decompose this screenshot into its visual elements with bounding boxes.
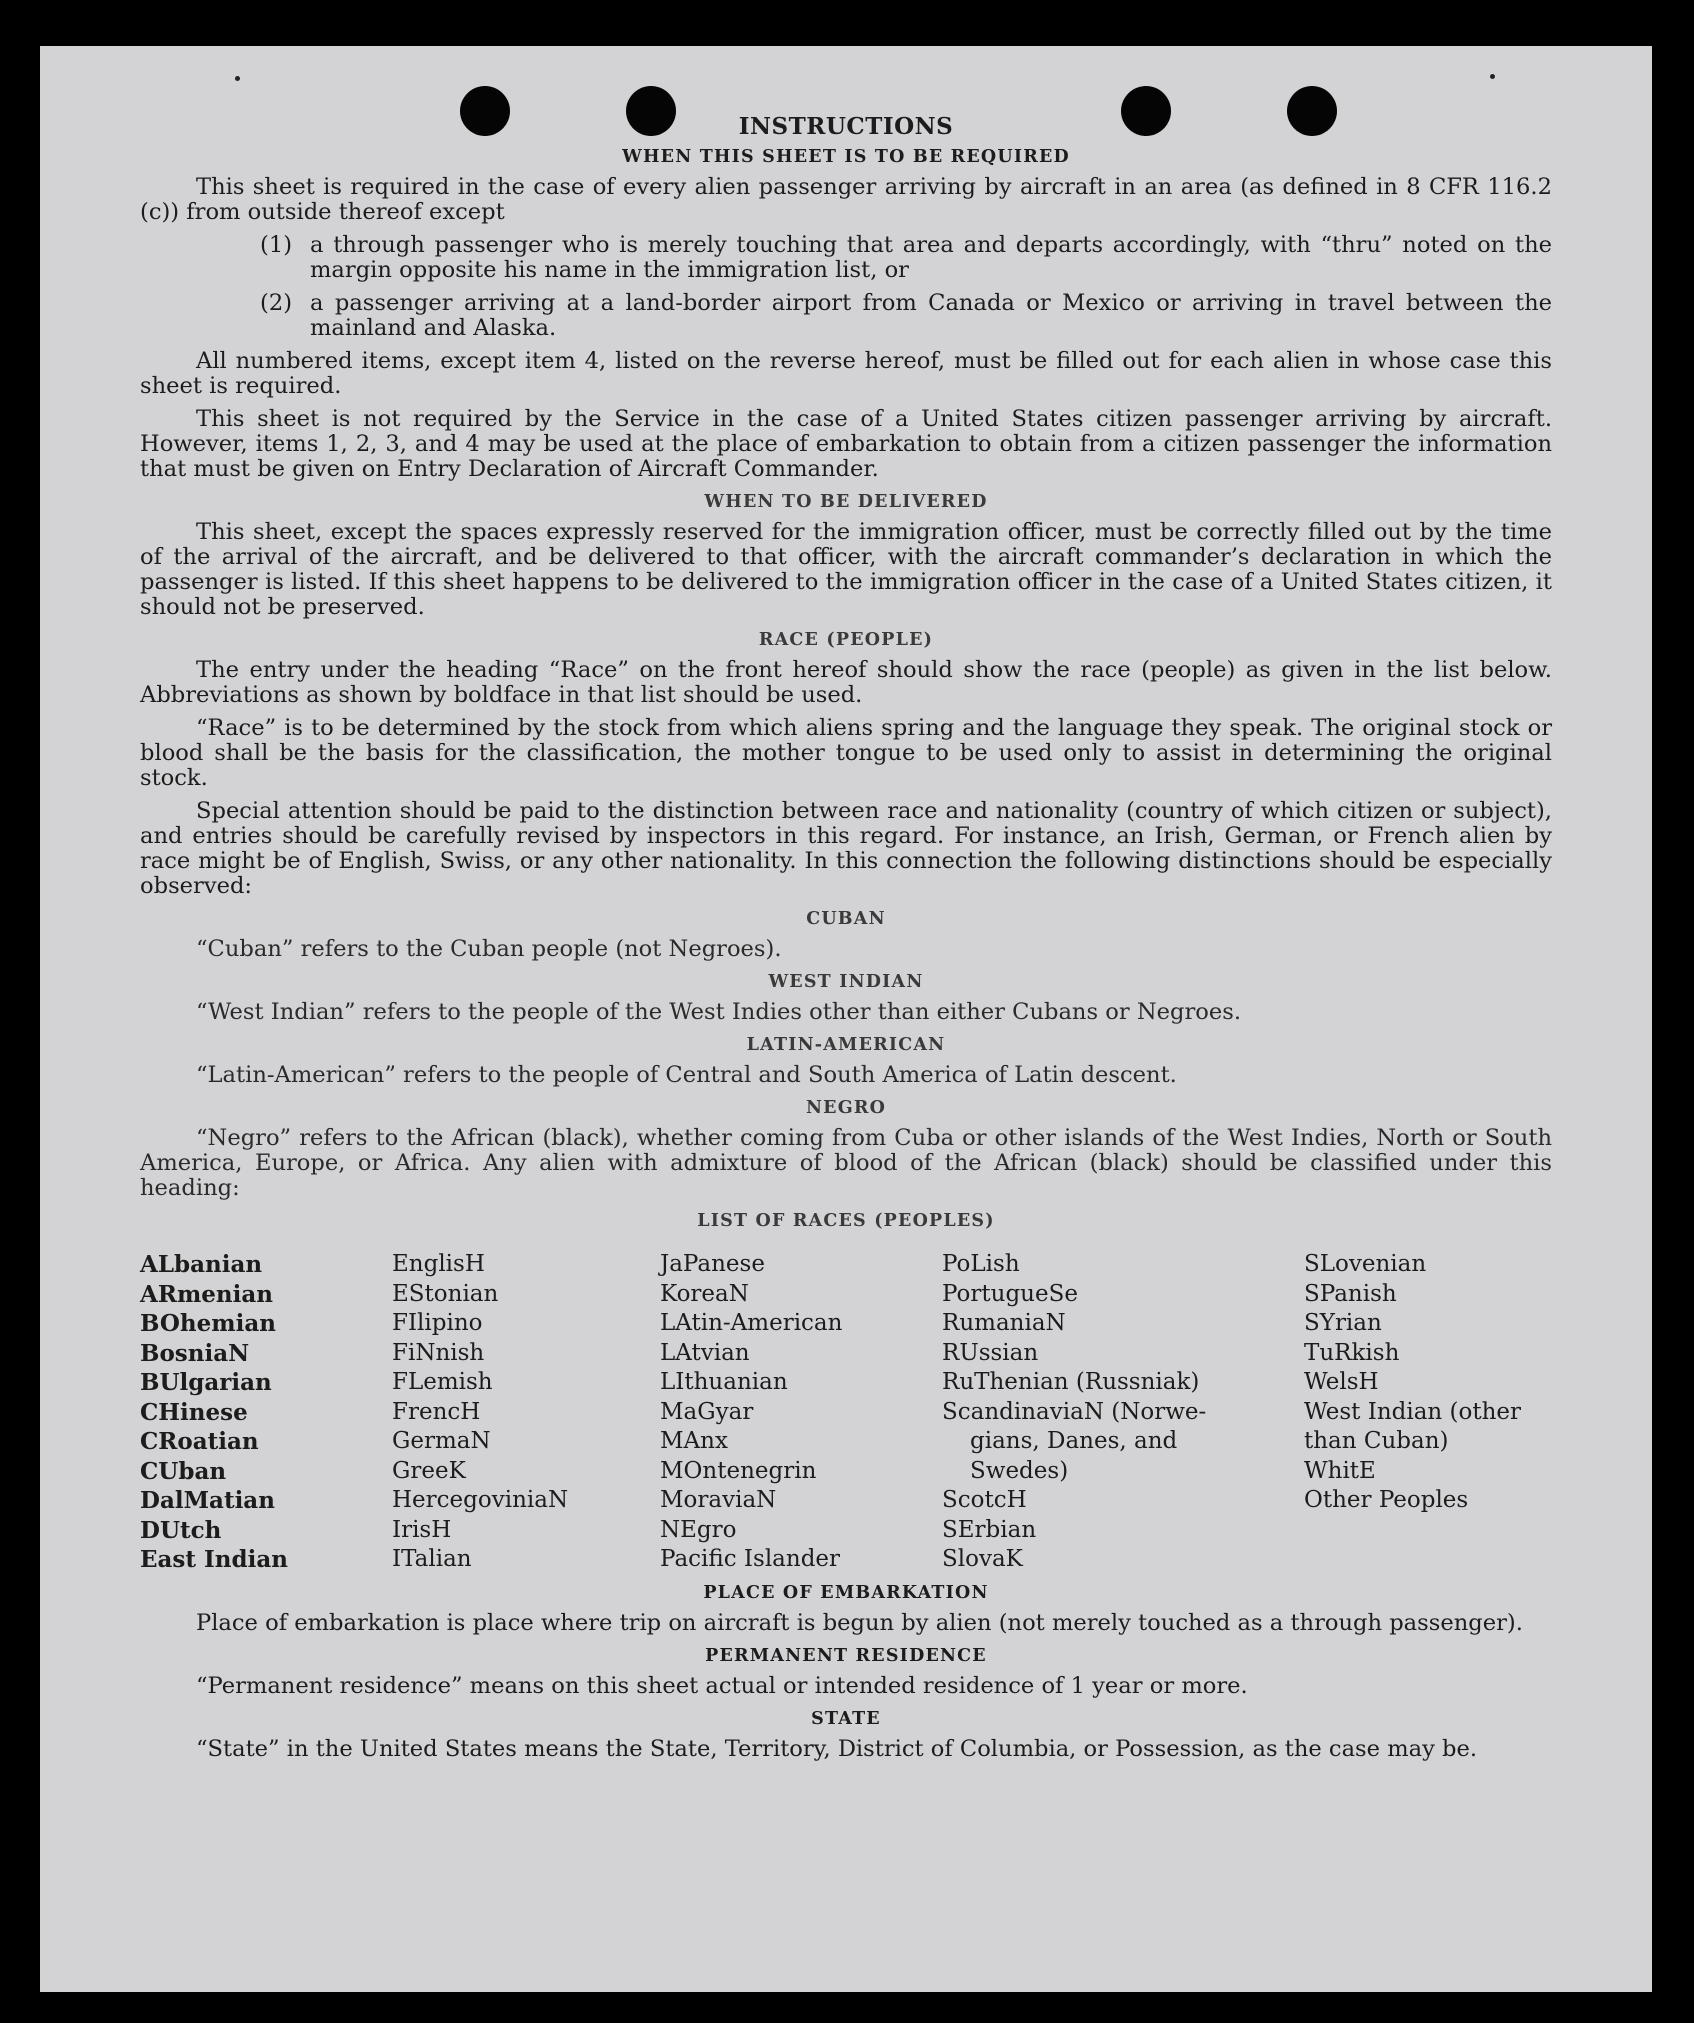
section-heading-west-indian: WEST INDIAN — [768, 972, 924, 992]
page-title: INSTRUCTIONS — [738, 113, 954, 140]
race-entry: gians, Danes, and — [970, 1428, 1178, 1454]
race-entry: LAtvian — [660, 1339, 750, 1366]
paragraph: The entry under the heading “Race” on the front hereof should show the race (people) as given in the list below. Abbreviations as shown by boldface in that list should be used. — [140, 657, 1552, 708]
race-entry: BUlgarian — [140, 1369, 272, 1396]
paragraph: This sheet is not required by the Service in the case of a United States citizen passenger arriving by aircraft. However, items 1, 2, 3, and 4 may be used at the place of embarkation to obtain from a citizen passenger the information that must be given on Entry Declaration of Aircraft Commander. — [140, 406, 1552, 482]
item-text: a through passenger who is merely touching that area and departs accordingly, with “thru” noted on the margin opposite his name in the immigration list, or — [310, 232, 1552, 283]
race-entry: RumaniaN — [942, 1310, 1066, 1336]
section-heading-latin-american: LATIN-AMERICAN — [746, 1035, 946, 1055]
race-entry: TuRkish — [1304, 1339, 1400, 1366]
section-heading-embarkation: PLACE OF EMBARKATION — [703, 1582, 989, 1603]
speck — [235, 76, 240, 81]
paragraph: “Race” is to be determined by the stock from which aliens spring and the language they speak. The original stock or blood shall be the basis for the classification, the mother tongue to be used only to assist in determining the original stock. — [140, 715, 1552, 791]
race-entry: ARmenian — [140, 1280, 274, 1308]
race-entry: SYrian — [1304, 1310, 1382, 1336]
race-entry: SLovenian — [1304, 1251, 1427, 1277]
race-entry: West Indian (other — [1304, 1398, 1522, 1425]
section-heading-cuban: CUBAN — [806, 909, 886, 929]
race-entry: LAtin-American — [660, 1310, 843, 1336]
speck — [1490, 74, 1495, 79]
item-number: (1) — [260, 232, 293, 258]
paragraph: This sheet is required in the case of every alien passenger arriving by aircraft in an area (as defined in 8 CFR 116.2 (c)) from outside thereof except — [140, 174, 1552, 225]
paragraph: Special attention should be paid to the distinction between race and nationality (country of which citizen or subject), and entries should be carefully revised by inspectors in this regard. For instance, an Irish, German, or French alien by race might be of English, Swiss, or any other nationality. In this connection the following distinctions should be especially observed: — [140, 798, 1552, 899]
list-item — [260, 233, 1552, 283]
race-entry: GermaN — [392, 1428, 491, 1454]
race-entry: IrisH — [392, 1516, 452, 1543]
races-column — [140, 1250, 392, 1575]
race-entry: SlovaK — [942, 1546, 1023, 1572]
race-entry: EnglisH — [392, 1251, 485, 1277]
race-entry: ScandinaviaN (Norwe- — [942, 1398, 1207, 1425]
races-column — [660, 1250, 942, 1575]
race-entry: MOntenegrin — [660, 1457, 817, 1484]
paragraph: All numbered items, except item 4, listed on the reverse hereof, must be filled out for each alien in whose case this sheet is required. — [140, 348, 1552, 399]
paragraph: “Permanent residence” means on this sheet actual or intended residence of 1 year or more. — [196, 1672, 1248, 1699]
race-entry: FrencH — [392, 1398, 481, 1425]
paragraph: “Cuban” refers to the Cuban people (not Negroes). — [196, 936, 782, 962]
races-column — [1304, 1250, 1552, 1575]
race-entry: WhitE — [1304, 1457, 1376, 1484]
races-column — [942, 1250, 1304, 1575]
race-entry: MaGyar — [660, 1398, 754, 1425]
races-list — [140, 1250, 1552, 1575]
race-entry: MoraviaN — [660, 1487, 777, 1513]
race-entry: CRoatian — [140, 1428, 259, 1455]
race-entry: FLemish — [392, 1369, 493, 1395]
paragraph: “State” in the United States means the State, Territory, District of Columbia, or Possession, as the case may be. — [196, 1735, 1478, 1762]
race-entry: PortugueSe — [942, 1280, 1078, 1307]
race-entry: LIthuanian — [660, 1369, 788, 1395]
section-heading-residence: PERMANENT RESIDENCE — [705, 1645, 987, 1666]
race-entry: Pacific Islander — [660, 1546, 841, 1572]
race-entry: ScotcH — [942, 1487, 1027, 1513]
race-entry: KoreaN — [660, 1280, 749, 1307]
race-entry: MAnx — [660, 1428, 728, 1454]
paragraph: Place of embarkation is place where trip on aircraft is begun by alien (not merely touched as a through passenger). — [196, 1609, 1523, 1636]
instructions-content — [140, 102, 1552, 1770]
race-entry: FiNnish — [392, 1339, 485, 1366]
race-entry: Other Peoples — [1304, 1487, 1469, 1513]
section-heading-required: WHEN THIS SHEET IS TO BE REQUIRED — [622, 147, 1070, 167]
paragraph: “Latin-American” refers to the people of Central and South America of Latin descent. — [196, 1062, 1177, 1088]
race-entry: Swedes) — [970, 1457, 1069, 1484]
race-entry: GreeK — [392, 1457, 466, 1484]
item-text: a passenger arriving at a land-border airport from Canada or Mexico or arriving in travel between the mainland and Alaska. — [310, 290, 1552, 341]
section-heading-race: RACE (PEOPLE) — [758, 630, 934, 650]
race-entry: BosniaN — [140, 1339, 250, 1367]
race-entry: ALbanian — [140, 1251, 263, 1278]
item-number: (2) — [260, 290, 293, 316]
race-entry: NEgro — [660, 1516, 737, 1543]
race-entry: RUssian — [942, 1339, 1039, 1366]
race-entry: EStonian — [392, 1280, 499, 1307]
list-item — [260, 291, 1552, 341]
paragraph: “West Indian” refers to the people of the West Indies other than either Cubans or Negroes. — [196, 999, 1242, 1025]
paragraph: This sheet, except the spaces expressly reserved for the immigration officer, must be correctly filled out by the time of the arrival of the aircraft, and be delivered to that officer, with the aircraft commander’s declaration in which the passenger is listed. If this sheet happens to be delivered to the immigration officer in the case of a United States citizen, it should not be preserved. — [140, 519, 1552, 620]
race-entry: DalMatian — [140, 1487, 275, 1514]
race-entry: HercegoviniaN — [392, 1487, 569, 1513]
section-heading-delivered: WHEN TO BE DELIVERED — [704, 492, 988, 512]
race-entry: than Cuban) — [1304, 1428, 1449, 1454]
races-column — [392, 1250, 660, 1575]
race-entry: JaPanese — [660, 1251, 765, 1277]
race-entry: ITalian — [392, 1546, 472, 1572]
race-entry: East Indian — [140, 1546, 288, 1573]
race-entry: WelsH — [1304, 1369, 1379, 1395]
race-entry: DUtch — [140, 1516, 222, 1544]
race-entry: CUban — [140, 1457, 227, 1485]
section-heading-state: STATE — [811, 1708, 881, 1729]
race-entry: BOhemian — [140, 1310, 276, 1337]
paragraph: “Negro” refers to the African (black), whether coming from Cuba or other islands of the West Indies, North or South America, Europe, or Africa. Any alien with admixture of blood of the African (black) should be classified under this heading: — [140, 1125, 1552, 1201]
race-entry: CHinese — [140, 1398, 248, 1426]
race-entry: RuThenian (Russniak) — [942, 1369, 1200, 1395]
document-sheet — [40, 46, 1652, 1992]
section-heading-negro: NEGRO — [805, 1098, 887, 1118]
race-entry: FIlipino — [392, 1310, 483, 1336]
race-entry: SErbian — [942, 1516, 1037, 1543]
race-entry: PoLish — [942, 1251, 1020, 1277]
race-entry: SPanish — [1304, 1280, 1397, 1307]
section-heading-races-list: LIST OF RACES (PEOPLES) — [697, 1211, 995, 1231]
